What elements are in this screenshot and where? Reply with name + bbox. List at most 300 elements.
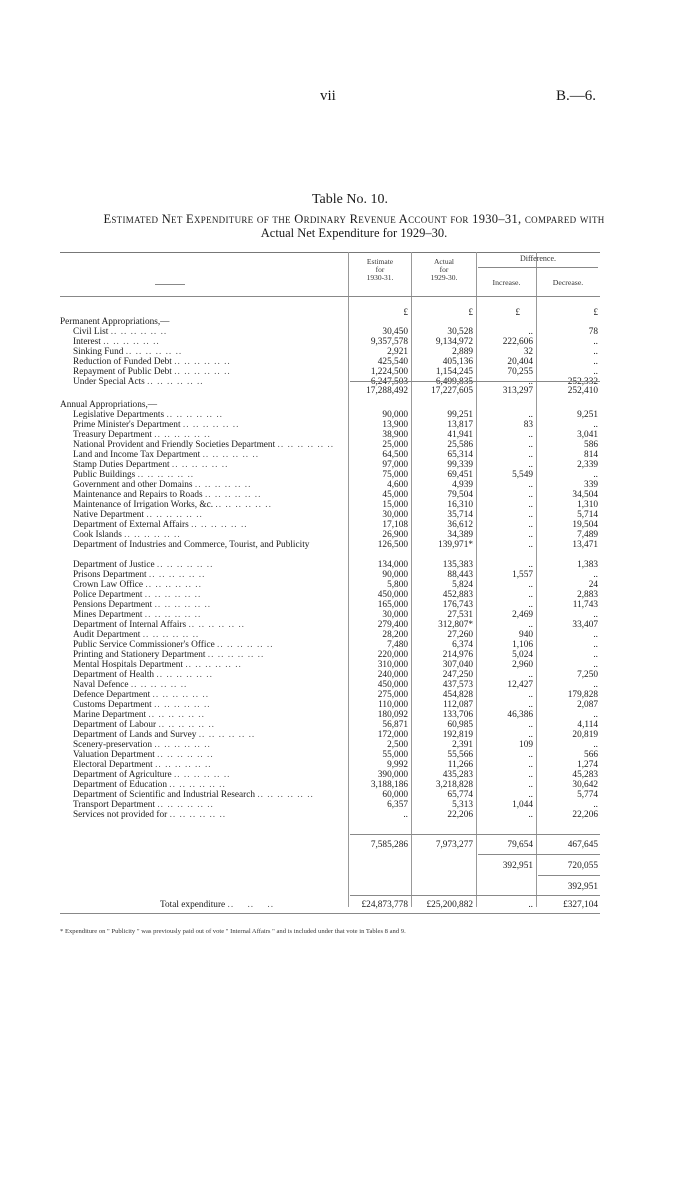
row-label-text: Valuation Department [73, 750, 155, 760]
annual-subtotal-rule [350, 834, 600, 835]
table-row [60, 690, 600, 700]
estimate-cell: 279,400 [377, 620, 408, 630]
estimate-cell: 3,188,186 [370, 780, 408, 790]
decrease-cell: .. [593, 740, 598, 750]
total-label [160, 900, 346, 910]
subtotal-decrease: 467,645 [567, 840, 598, 850]
estimate-cell: 4,600 [387, 480, 408, 490]
row-label [73, 460, 346, 470]
decrease-cell: .. [593, 420, 598, 430]
leader-dots: .. .. .. .. .. .. [156, 670, 213, 680]
leader-dots: .. .. .. .. .. .. [185, 660, 242, 670]
row-label [73, 700, 346, 710]
table-row [60, 810, 600, 820]
row-label [73, 680, 346, 690]
row-label [73, 660, 346, 670]
permanent-heading [60, 317, 600, 327]
row-label-text: Reduction of Funded Debt [73, 357, 172, 367]
leader-dots: .. .. .. .. .. .. [202, 450, 260, 460]
actual-cell: 133,706 [442, 710, 473, 720]
row-label [73, 580, 346, 590]
actual-cell: 192,819 [442, 730, 473, 740]
annual-heading [60, 400, 600, 410]
decrease-cell: .. [593, 650, 598, 660]
row-label [73, 790, 346, 800]
subtotal-actual: 7,973,277 [435, 840, 473, 850]
row-label [73, 357, 346, 367]
table-row [60, 610, 600, 620]
table-row [60, 660, 600, 670]
table-row [60, 720, 600, 730]
row-label [73, 770, 346, 780]
actual-cell: 99,339 [447, 460, 473, 470]
table-row [60, 650, 600, 660]
increase-cell: .. [528, 430, 533, 440]
currency-symbol: £ [515, 307, 520, 317]
row-label [73, 800, 346, 810]
leader-dots: .. .. .. .. .. .. [207, 650, 265, 660]
row-label [73, 480, 346, 490]
leader-dots: .. .. .. .. .. .. [125, 347, 183, 357]
increase-cell: .. [528, 700, 533, 710]
actual-cell: 452,883 [442, 590, 473, 600]
actual-cell: 112,087 [443, 700, 473, 710]
currency-symbol: £ [468, 307, 473, 317]
estimate-cell: 55,000 [382, 750, 408, 760]
table-row [60, 480, 600, 490]
estimate-cell: 240,000 [377, 670, 408, 680]
leader-dots: .. .. .. .. .. .. [174, 357, 231, 367]
increase-cell: 1,557 [512, 570, 533, 580]
actual-cell: 2,391 [452, 740, 473, 750]
increase-cell: 222,606 [502, 337, 533, 347]
subtotal-decrease: 252,410 [567, 386, 598, 396]
table-row [60, 500, 600, 510]
row-label [73, 710, 346, 720]
decrease-cell: 4,114 [577, 720, 598, 730]
row-label [73, 410, 346, 420]
leader-dots: .. .. .. .. .. .. [103, 337, 160, 347]
estimate-cell: .. [403, 810, 408, 820]
row-label-text: Department of Health [73, 670, 155, 680]
row-label [73, 337, 346, 347]
table-row [60, 530, 600, 540]
actual-cell: 55,566 [447, 750, 473, 760]
actual-header-line: Actual [434, 257, 454, 266]
increase-cell: 70,255 [507, 367, 533, 377]
decrease-cell: 2,339 [577, 460, 598, 470]
row-label-text: Prime Minister's Department [73, 420, 181, 430]
estimate-cell: 165,000 [377, 600, 408, 610]
increase-cell: .. [528, 440, 533, 450]
leader-dots: .. .. .. .. .. .. [145, 580, 202, 590]
decrease-cell: 33,407 [572, 620, 598, 630]
leader-dots: .. .. .. .. .. .. [169, 780, 226, 790]
actual-cell: 6,374 [452, 640, 473, 650]
estimate-cell: 90,000 [382, 410, 408, 420]
estimate-cell: 6,357 [387, 800, 408, 810]
row-label [73, 740, 346, 750]
leader-dots: .. .. .. .. .. .. [130, 680, 188, 690]
actual-column-header [413, 258, 475, 282]
leader-dots: .. .. .. .. .. .. [169, 810, 227, 820]
increase-cell: .. [528, 580, 533, 590]
total-actual: £25,200,882 [426, 900, 473, 910]
estimate-cell: 15,000 [382, 500, 408, 510]
subtitle-line-2: Actual Net Expenditure for 1929–30. [260, 226, 448, 240]
actual-cell: 41,941 [447, 430, 473, 440]
actual-cell: 5,824 [452, 580, 473, 590]
increase-cell: .. [528, 450, 533, 460]
row-label [73, 590, 346, 600]
table-row [60, 460, 600, 470]
decrease-cell: .. [593, 610, 598, 620]
actual-cell: 16,310 [447, 500, 473, 510]
increase-cell: 940 [519, 630, 533, 640]
combined-row [60, 861, 600, 871]
table-row [60, 620, 600, 630]
leader-dots: .. .. .. .. .. .. [217, 640, 274, 650]
actual-cell: 405,136 [442, 357, 473, 367]
estimate-cell: 2,921 [387, 347, 408, 357]
estimate-cell: 310,000 [377, 660, 408, 670]
page-number: vii [320, 88, 336, 104]
leader-dots: .. .. .. .. .. .. [110, 327, 168, 337]
table-row [60, 630, 600, 640]
permanent-subtotal-row [60, 386, 600, 396]
table-row [60, 600, 600, 610]
row-label-text: Mines Department [73, 610, 143, 620]
row-label [73, 530, 346, 540]
decrease-cell: .. [593, 337, 598, 347]
offset-rule [538, 875, 600, 876]
increase-cell: .. [528, 770, 533, 780]
row-label-text: Government and other Domains [73, 480, 193, 490]
increase-cell: 20,404 [507, 357, 533, 367]
leader-dots: .. .. .. .. .. .. [154, 430, 211, 440]
table-title: Table No. 10. [311, 192, 388, 207]
actual-cell: 307,040 [442, 660, 473, 670]
actual-cell: 312,807* [438, 620, 473, 630]
actual-cell: 6,499,835 [435, 377, 473, 387]
row-label-text: Public Service Commissioner's Office [73, 640, 215, 650]
leader-dots: .. .. .. .. .. .. [182, 420, 240, 430]
row-label-text: Native Department [73, 510, 144, 520]
increase-cell: .. [528, 760, 533, 770]
actual-cell: 79,504 [447, 490, 473, 500]
estimate-cell: 425,540 [377, 357, 408, 367]
row-label-text: Crown Law Office [73, 580, 144, 590]
row-label-text: Printing and Stationery Department [73, 650, 206, 660]
section-heading: Permanent Appropriations,— [60, 317, 170, 327]
row-label [73, 490, 346, 500]
table-row [60, 367, 600, 377]
increase-cell: .. [528, 540, 533, 550]
leader-dots: .. .. .. [227, 900, 275, 910]
row-label [73, 540, 346, 560]
leader-dots: .. .. .. .. .. .. [277, 440, 335, 450]
estimate-cell: 7,480 [387, 640, 408, 650]
row-label [73, 560, 346, 570]
actual-cell: 435,283 [442, 770, 473, 780]
decrease-cell: 5,774 [577, 790, 598, 800]
increase-column-header: Increase. [492, 278, 521, 287]
table-row [60, 760, 600, 770]
row-label [73, 367, 346, 377]
leader-dots: .. .. .. .. .. .. [152, 690, 210, 700]
row-label-text: Department of Agriculture [73, 770, 172, 780]
estimate-cell: 90,000 [382, 570, 408, 580]
row-label-text: Department of External Affairs [73, 520, 189, 530]
total-decrease: £327,104 [563, 900, 598, 910]
combined-decrease: 720,055 [567, 861, 598, 871]
combined-rule [478, 854, 600, 855]
annual-subtotal-row [60, 840, 600, 850]
increase-cell: .. [528, 790, 533, 800]
row-label-text: Services not provided for [73, 810, 168, 820]
row-label-text: Interest [73, 337, 101, 347]
row-label-text: Pensions Department [73, 600, 153, 610]
row-label-text: Marine Department [73, 710, 147, 720]
offset-decrease: 392,951 [567, 882, 598, 892]
actual-cell: 1,154,245 [435, 367, 473, 377]
table-row [60, 680, 600, 690]
row-label-text: Civil List [73, 327, 109, 337]
actual-cell: 25,586 [447, 440, 473, 450]
decrease-cell: 1,310 [577, 500, 598, 510]
difference-header-rule [478, 267, 598, 268]
total-rule [350, 895, 600, 896]
leader-dots: .. .. .. .. .. .. [154, 600, 212, 610]
difference-column-header: Difference. [519, 254, 557, 263]
table-row [60, 450, 600, 460]
actual-cell: 11,266 [447, 760, 473, 770]
decrease-cell: 566 [584, 750, 598, 760]
decrease-cell: .. [593, 357, 598, 367]
document-reference: B.—6. [556, 88, 597, 104]
estimate-cell: 75,000 [382, 470, 408, 480]
leader-dots: .. .. .. .. .. .. [147, 377, 204, 387]
row-label [73, 610, 346, 620]
increase-cell: 2,469 [512, 610, 533, 620]
increase-cell: .. [528, 520, 533, 530]
estimate-cell: 9,357,578 [370, 337, 408, 347]
table-row [60, 590, 600, 600]
actual-cell: 65,314 [447, 450, 473, 460]
actual-cell: 35,714 [447, 510, 473, 520]
increase-cell: 32 [523, 347, 533, 357]
decrease-cell: .. [593, 800, 598, 810]
leader-dots: .. .. .. .. .. .. [142, 630, 200, 640]
actual-cell: 69,451 [447, 470, 473, 480]
row-label-text: Transport Department [73, 800, 156, 810]
table-subtitle [54, 212, 654, 240]
leader-dots: .. .. .. .. .. .. [188, 620, 245, 630]
actual-cell: 36,612 [447, 520, 473, 530]
increase-cell: 2,960 [512, 660, 533, 670]
increase-cell: .. [528, 690, 533, 700]
row-label-text: Department of Lands and Survey [73, 730, 197, 740]
decrease-cell: .. [593, 710, 598, 720]
decrease-cell: 3,041 [577, 430, 598, 440]
table-row [60, 337, 600, 347]
table-row [60, 570, 600, 580]
subtotal-increase: 79,654 [507, 840, 533, 850]
row-label-text: Under Special Acts [73, 377, 145, 387]
particulars-header-dash [155, 284, 185, 285]
estimate-cell: 9,992 [387, 760, 408, 770]
row-label-text: Treasury Department [73, 430, 152, 440]
subtotal-actual: 17,227,605 [431, 386, 473, 396]
actual-cell: 9,134,972 [435, 337, 473, 347]
row-label [73, 810, 346, 820]
estimate-cell: 134,000 [377, 560, 408, 570]
actual-header-line: for [439, 265, 449, 274]
estimate-cell: 220,000 [377, 650, 408, 660]
table-row [60, 440, 600, 450]
table-row [60, 347, 600, 357]
row-label [73, 327, 346, 337]
row-label-text: Audit Department [73, 630, 141, 640]
actual-cell: 4,939 [452, 480, 473, 490]
table-row [60, 580, 600, 590]
estimate-cell: 6,247,503 [370, 377, 408, 387]
row-label-text: Legislative Departments [73, 410, 165, 420]
table-row [60, 420, 600, 430]
estimate-cell: 13,900 [382, 420, 408, 430]
increase-cell: .. [528, 530, 533, 540]
decrease-cell: 7,250 [577, 670, 598, 680]
estimate-header-line: Estimate [366, 257, 394, 266]
row-label-text: Sinking Fund [73, 347, 124, 357]
increase-cell: .. [528, 500, 533, 510]
decrease-cell: 2,087 [577, 700, 598, 710]
decrease-cell: 7,489 [577, 530, 598, 540]
decrease-cell: 78 [588, 327, 598, 337]
actual-cell: 99,251 [447, 410, 473, 420]
estimate-cell: 390,000 [377, 770, 408, 780]
increase-cell: .. [528, 810, 533, 820]
row-label-text: Scenery-preservation [73, 740, 152, 750]
decrease-cell: .. [593, 470, 598, 480]
increase-cell: 5,024 [512, 650, 533, 660]
total-increase: .. [528, 900, 533, 910]
estimate-cell: 30,450 [382, 327, 408, 337]
estimate-cell: 30,000 [382, 610, 408, 620]
actual-cell: 30,528 [447, 327, 473, 337]
decrease-cell: 179,828 [567, 690, 598, 700]
table-row [60, 410, 600, 420]
decrease-cell: .. [593, 570, 598, 580]
table-row [60, 790, 600, 800]
row-label [73, 760, 346, 770]
leader-dots: .. .. .. .. .. .. [157, 750, 214, 760]
increase-cell: .. [528, 377, 533, 387]
combined-increase: 392,951 [502, 861, 533, 871]
leader-dots: .. .. .. .. .. .. [148, 570, 206, 580]
table-row [60, 490, 600, 500]
decrease-cell: .. [593, 367, 598, 377]
row-label [73, 780, 346, 790]
decrease-cell: 22,206 [572, 810, 598, 820]
row-label-text: Prisons Department [73, 570, 147, 580]
row-label [73, 650, 346, 660]
estimate-cell: 25,000 [382, 440, 408, 450]
table-row [60, 560, 600, 570]
row-label [73, 570, 346, 580]
actual-cell: 214,976 [442, 650, 473, 660]
row-label [73, 500, 346, 510]
row-label [73, 510, 346, 520]
total-estimate: £24,873,778 [361, 900, 408, 910]
leader-dots: .. .. .. .. .. .. [154, 700, 211, 710]
estimate-cell: 38,900 [382, 430, 408, 440]
decrease-cell: 45,283 [572, 770, 598, 780]
estimate-cell: 450,000 [377, 680, 408, 690]
table-row [60, 357, 600, 367]
leader-dots: .. .. .. .. .. .. [148, 710, 205, 720]
leader-dots: .. .. .. .. .. .. [204, 490, 262, 500]
decrease-cell: .. [593, 630, 598, 640]
decrease-cell: 586 [584, 440, 598, 450]
row-label-text: Repayment of Public Debt [73, 367, 172, 377]
leader-dots: .. .. .. .. .. .. [156, 560, 214, 570]
actual-cell: 454,828 [442, 690, 473, 700]
row-label-text: Department of Education [73, 780, 167, 790]
estimate-cell: 64,500 [382, 450, 408, 460]
table-row [60, 670, 600, 680]
increase-cell: .. [528, 410, 533, 420]
increase-cell: .. [528, 600, 533, 610]
increase-cell: 12,427 [507, 680, 533, 690]
table-row [60, 780, 600, 790]
decrease-cell: 30,642 [572, 780, 598, 790]
table-row [60, 740, 600, 750]
row-label-text: National Provident and Friendly Societies Department [73, 440, 276, 450]
actual-cell: 5,313 [452, 800, 473, 810]
row-label-text: Department of Scientific and Industrial Research [73, 790, 255, 800]
actual-cell: 60,985 [447, 720, 473, 730]
offset-row [60, 882, 600, 892]
row-label [73, 670, 346, 680]
table-row [60, 430, 600, 440]
table-row [60, 510, 600, 520]
increase-cell: 1,106 [512, 640, 533, 650]
increase-cell: 46,386 [507, 710, 533, 720]
row-label [73, 630, 346, 640]
actual-cell: 34,389 [447, 530, 473, 540]
decrease-cell: .. [593, 347, 598, 357]
row-label-text: Department of Labour [73, 720, 157, 730]
actual-cell: 2,889 [452, 347, 473, 357]
estimate-cell: 30,000 [382, 510, 408, 520]
subtotal-estimate: 17,288,492 [366, 386, 408, 396]
increase-cell: 109 [519, 740, 533, 750]
decrease-cell: 1,274 [577, 760, 598, 770]
decrease-cell: .. [593, 660, 598, 670]
estimate-cell: 110,000 [378, 700, 408, 710]
leader-dots: .. .. .. .. .. .. [194, 480, 252, 490]
total-row [60, 900, 600, 910]
leader-dots: .. .. .. .. .. .. [124, 530, 181, 540]
row-label [73, 600, 346, 610]
row-label-text: Public Buildings [73, 470, 136, 480]
leader-dots: .. .. .. .. .. .. [198, 730, 256, 740]
leader-dots: .. .. .. .. .. .. [173, 770, 231, 780]
estimate-cell: 5,800 [387, 580, 408, 590]
leader-dots: .. .. .. .. .. .. [137, 470, 195, 480]
estimate-cell: 56,871 [382, 720, 408, 730]
